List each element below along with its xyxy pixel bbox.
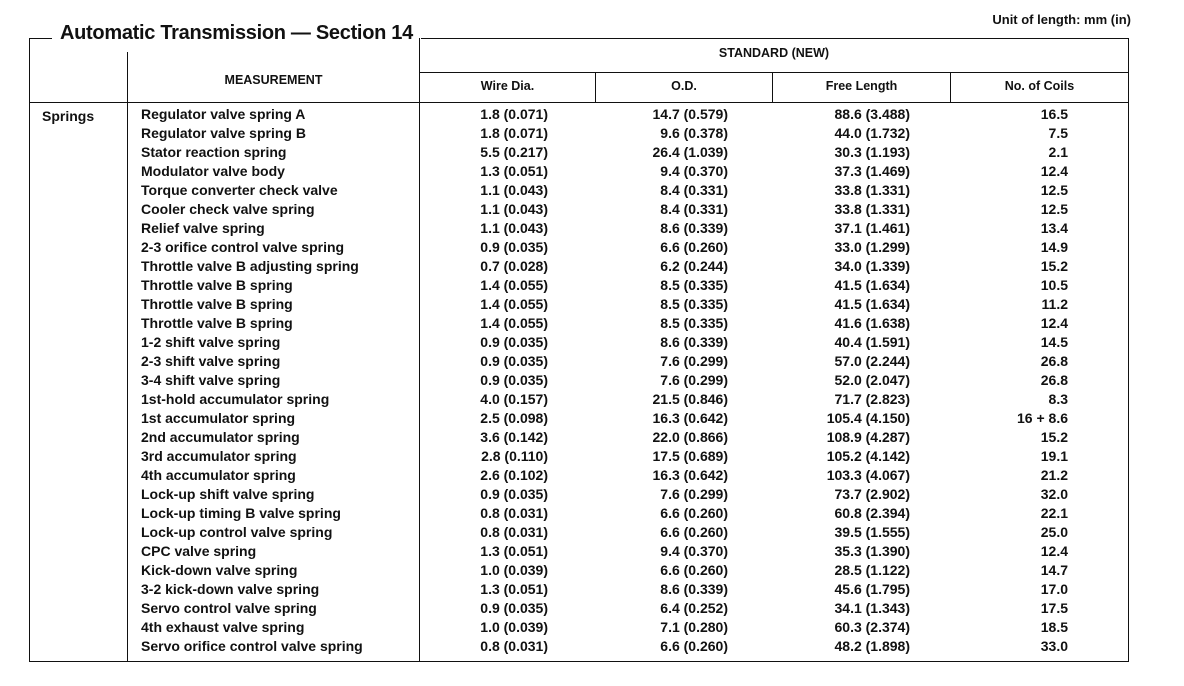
od-value: 14.7 (0.579) <box>652 106 728 122</box>
header-free-length: Free Length <box>825 79 898 93</box>
category-springs: Springs <box>42 108 95 124</box>
wire-dia-value: 2.8 (0.110) <box>481 448 548 464</box>
spring-name: Kick-down valve spring <box>141 562 298 578</box>
coils-value: 25.0 <box>1040 524 1068 540</box>
table-row <box>0 314 1184 333</box>
coils-value: 12.5 <box>1040 201 1068 217</box>
od-value: 7.1 (0.280) <box>660 619 728 635</box>
free-length-value: 73.7 (2.902) <box>834 486 910 502</box>
od-value: 6.6 (0.260) <box>660 524 728 540</box>
wire-dia-value: 0.8 (0.031) <box>480 505 548 521</box>
wire-dia-value: 1.3 (0.051) <box>480 581 548 597</box>
free-length-value: 34.1 (1.343) <box>834 600 910 616</box>
od-value: 7.6 (0.299) <box>660 486 728 502</box>
wire-dia-value: 2.6 (0.102) <box>480 467 548 483</box>
spring-name: CPC valve spring <box>141 543 257 559</box>
coils-value: 16 + 8.6 <box>1017 410 1068 426</box>
od-value: 22.0 (0.866) <box>652 429 728 445</box>
coils-value: 11.2 <box>1041 296 1068 312</box>
header-wire-dia: Wire Dia. <box>480 79 535 93</box>
spring-name: Servo orifice control valve spring <box>141 638 363 654</box>
unit-note: Unit of length: mm (in) <box>992 12 1131 27</box>
wire-dia-value: 1.4 (0.055) <box>480 315 548 331</box>
coils-value: 32.0 <box>1040 486 1068 502</box>
table-row <box>0 181 1184 200</box>
spring-name: 2nd accumulator spring <box>141 429 300 445</box>
wire-dia-value: 5.5 (0.217) <box>480 144 548 160</box>
free-length-value: 37.1 (1.461) <box>834 220 910 236</box>
od-value: 6.2 (0.244) <box>660 258 728 274</box>
coils-value: 7.5 <box>1048 125 1068 141</box>
od-value: 9.4 (0.370) <box>660 543 728 559</box>
free-length-value: 45.6 (1.795) <box>834 581 910 597</box>
free-length-value: 108.9 (4.287) <box>826 429 910 445</box>
od-value: 6.6 (0.260) <box>660 505 728 521</box>
wire-dia-value: 1.8 (0.071) <box>480 106 548 122</box>
coils-value: 12.4 <box>1040 315 1068 331</box>
table-row <box>0 599 1184 618</box>
spring-name: 1st-hold accumulator spring <box>141 391 330 407</box>
coils-value: 13.4 <box>1040 220 1068 236</box>
table-row <box>0 504 1184 523</box>
coils-value: 12.4 <box>1040 543 1068 559</box>
wire-dia-value: 1.0 (0.039) <box>480 562 548 578</box>
spring-name: Lock-up control valve spring <box>141 524 333 540</box>
free-length-value: 41.5 (1.634) <box>834 277 910 293</box>
wire-dia-value: 0.7 (0.028) <box>480 258 548 274</box>
header-no-of-coils: No. of Coils <box>1004 79 1075 93</box>
spring-name: Throttle valve B adjusting spring <box>141 258 359 274</box>
header-divider <box>420 72 1128 73</box>
spring-name: Torque converter check valve <box>141 182 338 198</box>
od-value: 17.5 (0.689) <box>652 448 728 464</box>
free-length-value: 71.7 (2.823) <box>834 391 910 407</box>
free-length-value: 33.8 (1.331) <box>834 182 910 198</box>
free-length-value: 33.0 (1.299) <box>834 239 910 255</box>
od-value: 8.4 (0.331) <box>660 182 728 198</box>
coils-value: 17.0 <box>1040 581 1068 597</box>
table-row <box>0 618 1184 637</box>
table-row <box>0 238 1184 257</box>
table-row <box>0 200 1184 219</box>
wire-dia-value: 0.9 (0.035) <box>480 353 548 369</box>
coils-value: 12.4 <box>1040 163 1068 179</box>
wire-dia-value: 1.4 (0.055) <box>480 296 548 312</box>
table-row <box>0 295 1184 314</box>
free-length-value: 34.0 (1.339) <box>834 258 910 274</box>
spring-name: Regulator valve spring A <box>141 106 306 122</box>
wire-dia-value: 3.6 (0.142) <box>480 429 548 445</box>
table-row <box>0 352 1184 371</box>
spring-name: Modulator valve body <box>141 163 285 179</box>
od-value: 9.6 (0.378) <box>660 125 728 141</box>
od-value: 7.6 (0.299) <box>660 372 728 388</box>
od-value: 8.4 (0.331) <box>660 201 728 217</box>
coils-value: 15.2 <box>1040 429 1068 445</box>
spring-name: 4th accumulator spring <box>141 467 296 483</box>
free-length-value: 57.0 (2.244) <box>834 353 910 369</box>
od-value: 7.6 (0.299) <box>660 353 728 369</box>
spring-name: Lock-up shift valve spring <box>141 486 315 502</box>
coils-value: 16.5 <box>1040 106 1068 122</box>
wire-dia-value: 4.0 (0.157) <box>480 391 548 407</box>
table-row <box>0 580 1184 599</box>
coils-value: 21.2 <box>1040 467 1068 483</box>
table-row <box>0 637 1184 656</box>
wire-dia-value: 1.1 (0.043) <box>480 182 548 198</box>
spring-name: 4th exhaust valve spring <box>141 619 305 635</box>
od-value: 8.5 (0.335) <box>660 277 728 293</box>
od-value: 9.4 (0.370) <box>660 163 728 179</box>
free-length-value: 28.5 (1.122) <box>834 562 910 578</box>
coils-value: 19.1 <box>1040 448 1068 464</box>
table-row <box>0 447 1184 466</box>
table-row <box>0 409 1184 428</box>
coils-value: 12.5 <box>1040 182 1068 198</box>
coils-value: 26.8 <box>1040 372 1068 388</box>
spring-name: Throttle valve B spring <box>141 277 293 293</box>
free-length-value: 44.0 (1.732) <box>834 125 910 141</box>
coils-value: 26.8 <box>1040 353 1068 369</box>
wire-dia-value: 0.9 (0.035) <box>480 372 548 388</box>
section-title: Automatic Transmission — Section 14 <box>52 22 421 45</box>
header-od: O.D. <box>671 79 697 93</box>
spring-name: Throttle valve B spring <box>141 296 293 312</box>
table-row <box>0 390 1184 409</box>
free-length-value: 37.3 (1.469) <box>834 163 910 179</box>
wire-dia-value: 1.0 (0.039) <box>480 619 548 635</box>
spring-name: Cooler check valve spring <box>141 201 315 217</box>
coils-value: 8.3 <box>1048 391 1068 407</box>
od-value: 6.6 (0.260) <box>660 239 728 255</box>
free-length-value: 30.3 (1.193) <box>834 144 910 160</box>
wire-dia-value: 1.8 (0.071) <box>480 125 548 141</box>
header-bottom-rule <box>29 102 1129 103</box>
spring-name: Throttle valve B spring <box>141 315 293 331</box>
od-value: 8.5 (0.335) <box>660 315 728 331</box>
header-standard: STANDARD (NEW) <box>718 46 830 60</box>
free-length-value: 105.2 (4.142) <box>826 448 910 464</box>
od-value: 6.4 (0.252) <box>660 600 728 616</box>
coils-value: 10.5 <box>1040 277 1068 293</box>
od-value: 8.5 (0.335) <box>660 296 728 312</box>
table-row <box>0 124 1184 143</box>
wire-dia-value: 0.8 (0.031) <box>480 638 548 654</box>
free-length-value: 40.4 (1.591) <box>834 334 910 350</box>
coils-value: 15.2 <box>1040 258 1068 274</box>
od-value: 6.6 (0.260) <box>660 562 728 578</box>
wire-dia-value: 0.9 (0.035) <box>480 486 548 502</box>
table-row <box>0 276 1184 295</box>
spring-name: 2-3 orifice control valve spring <box>141 239 345 255</box>
coils-value: 2.1 <box>1048 144 1068 160</box>
table-row <box>0 219 1184 238</box>
wire-dia-value: 2.5 (0.098) <box>480 410 548 426</box>
free-length-value: 60.8 (2.394) <box>834 505 910 521</box>
coils-value: 14.9 <box>1040 239 1068 255</box>
free-length-value: 35.3 (1.390) <box>834 543 910 559</box>
table-row <box>0 561 1184 580</box>
table-row <box>0 428 1184 447</box>
wire-dia-value: 0.9 (0.035) <box>480 239 548 255</box>
spring-name: 1-2 shift valve spring <box>141 334 281 350</box>
spring-name: Stator reaction spring <box>141 144 287 160</box>
free-length-value: 33.8 (1.331) <box>834 201 910 217</box>
spring-name: Servo control valve spring <box>141 600 317 616</box>
free-length-value: 41.6 (1.638) <box>834 315 910 331</box>
spring-name: 3-4 shift valve spring <box>141 372 281 388</box>
free-length-value: 60.3 (2.374) <box>834 619 910 635</box>
free-length-value: 52.0 (2.047) <box>834 372 910 388</box>
wire-dia-value: 0.9 (0.035) <box>480 334 548 350</box>
table-row <box>0 162 1184 181</box>
table-row <box>0 542 1184 561</box>
wire-dia-value: 1.1 (0.043) <box>480 201 548 217</box>
table-row <box>0 466 1184 485</box>
od-value: 26.4 (1.039) <box>652 144 728 160</box>
wire-dia-value: 1.1 (0.043) <box>480 220 548 236</box>
spring-name: Regulator valve spring B <box>141 125 306 141</box>
wire-dia-value: 1.3 (0.051) <box>480 163 548 179</box>
spring-name: Lock-up timing B valve spring <box>141 505 341 521</box>
table-row <box>0 371 1184 390</box>
spring-name: 1st accumulator spring <box>141 410 296 426</box>
free-length-value: 39.5 (1.555) <box>834 524 910 540</box>
table-row <box>0 143 1184 162</box>
free-length-value: 41.5 (1.634) <box>834 296 910 312</box>
table-row <box>0 257 1184 276</box>
coils-value: 14.7 <box>1040 562 1068 578</box>
spring-name: 3rd accumulator spring <box>141 448 297 464</box>
table-row <box>0 485 1184 504</box>
od-value: 8.6 (0.339) <box>660 581 728 597</box>
coils-value: 18.5 <box>1040 619 1068 635</box>
coils-value: 33.0 <box>1040 638 1068 654</box>
wire-dia-value: 1.4 (0.055) <box>480 277 548 293</box>
od-value: 21.5 (0.846) <box>652 391 728 407</box>
od-value: 6.6 (0.260) <box>660 638 728 654</box>
free-length-value: 105.4 (4.150) <box>826 410 910 426</box>
od-value: 16.3 (0.642) <box>652 410 728 426</box>
table-row <box>0 523 1184 542</box>
od-value: 8.6 (0.339) <box>660 334 728 350</box>
coils-value: 17.5 <box>1040 600 1068 616</box>
spring-name: Relief valve spring <box>141 220 265 236</box>
table-row <box>0 333 1184 352</box>
header-measurement: MEASUREMENT <box>224 73 323 87</box>
coils-value: 22.1 <box>1040 505 1068 521</box>
free-length-value: 88.6 (3.488) <box>834 106 910 122</box>
wire-dia-value: 1.3 (0.051) <box>480 543 548 559</box>
table-row <box>0 105 1184 124</box>
spring-name: 3-2 kick-down valve spring <box>141 581 320 597</box>
wire-dia-value: 0.9 (0.035) <box>480 600 548 616</box>
od-value: 8.6 (0.339) <box>660 220 728 236</box>
od-value: 16.3 (0.642) <box>652 467 728 483</box>
free-length-value: 48.2 (1.898) <box>834 638 910 654</box>
wire-dia-value: 0.8 (0.031) <box>480 524 548 540</box>
free-length-value: 103.3 (4.067) <box>826 467 910 483</box>
spring-name: 2-3 shift valve spring <box>141 353 281 369</box>
coils-value: 14.5 <box>1040 334 1068 350</box>
